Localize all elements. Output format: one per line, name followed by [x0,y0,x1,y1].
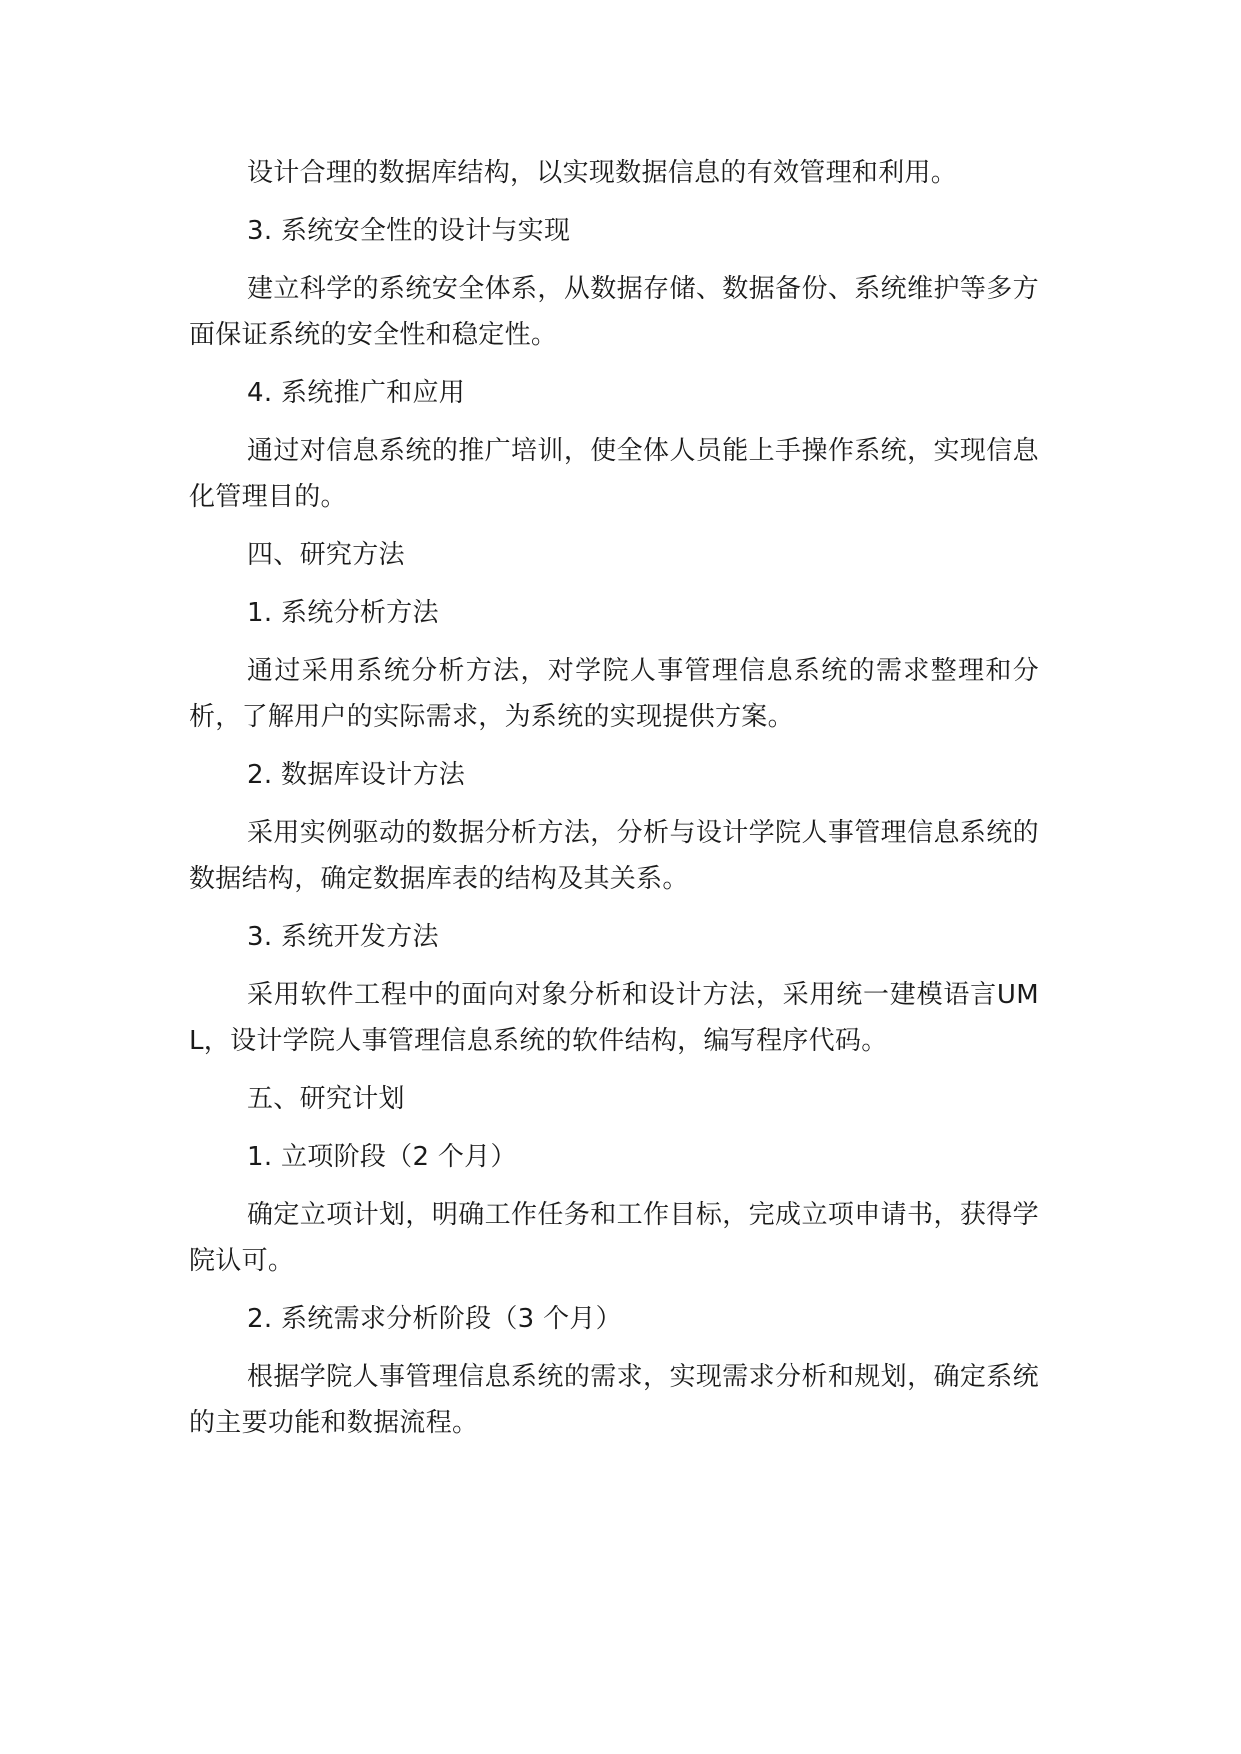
paragraph-security-system: 建立科学的系统安全体系，从数据存储、数据备份、系统维护等多方面保证系统的安全性和稳定性。 [189,274,1039,350]
paragraph-database-design: 采用实例驱动的数据分析方法，分析与设计学院人事管理信息系统的数据结构，确定数据库表的结构及其关系。 [189,818,1039,894]
paragraph-requirements-stage: 根据学院人事管理信息系统的需求，实现需求分析和规划，确定系统的主要功能和数据流程。 [189,1362,1039,1438]
heading-promotion: 4. 系统推广和应用 [247,378,466,408]
heading-research-methods: 四、研究方法 [247,540,405,570]
heading-research-plan: 五、研究计划 [247,1084,405,1114]
paragraph-training: 通过对信息系统的推广培训，使全体人员能上手操作系统，实现信息化管理目的。 [189,436,1039,512]
heading-database-design: 2. 数据库设计方法 [247,760,466,790]
heading-system-analysis: 1. 系统分析方法 [247,598,439,628]
paragraph-system-development: 采用软件工程中的面向对象分析和设计方法，采用统一建模语言UML，设计学院人事管理信息系统的软件结构，编写程序代码。 [189,980,1039,1056]
paragraph-system-analysis: 通过采用系统分析方法，对学院人事管理信息系统的需求整理和分析，了解用户的实际需求，为系统的实现提供方案。 [189,656,1039,732]
paragraph-project-stage: 确定立项计划，明确工作任务和工作目标，完成立项申请书，获得学院认可。 [189,1200,1039,1276]
heading-security-design: 3. 系统安全性的设计与实现 [247,216,571,246]
paragraph-database-structure: 设计合理的数据库结构，以实现数据信息的有效管理和利用。 [247,158,958,188]
heading-requirements-stage: 2. 系统需求分析阶段（3 个月） [247,1304,622,1334]
document-page [189,150,1039,1446]
heading-system-development: 3. 系统开发方法 [247,922,439,952]
heading-project-stage: 1. 立项阶段（2 个月） [247,1142,517,1172]
